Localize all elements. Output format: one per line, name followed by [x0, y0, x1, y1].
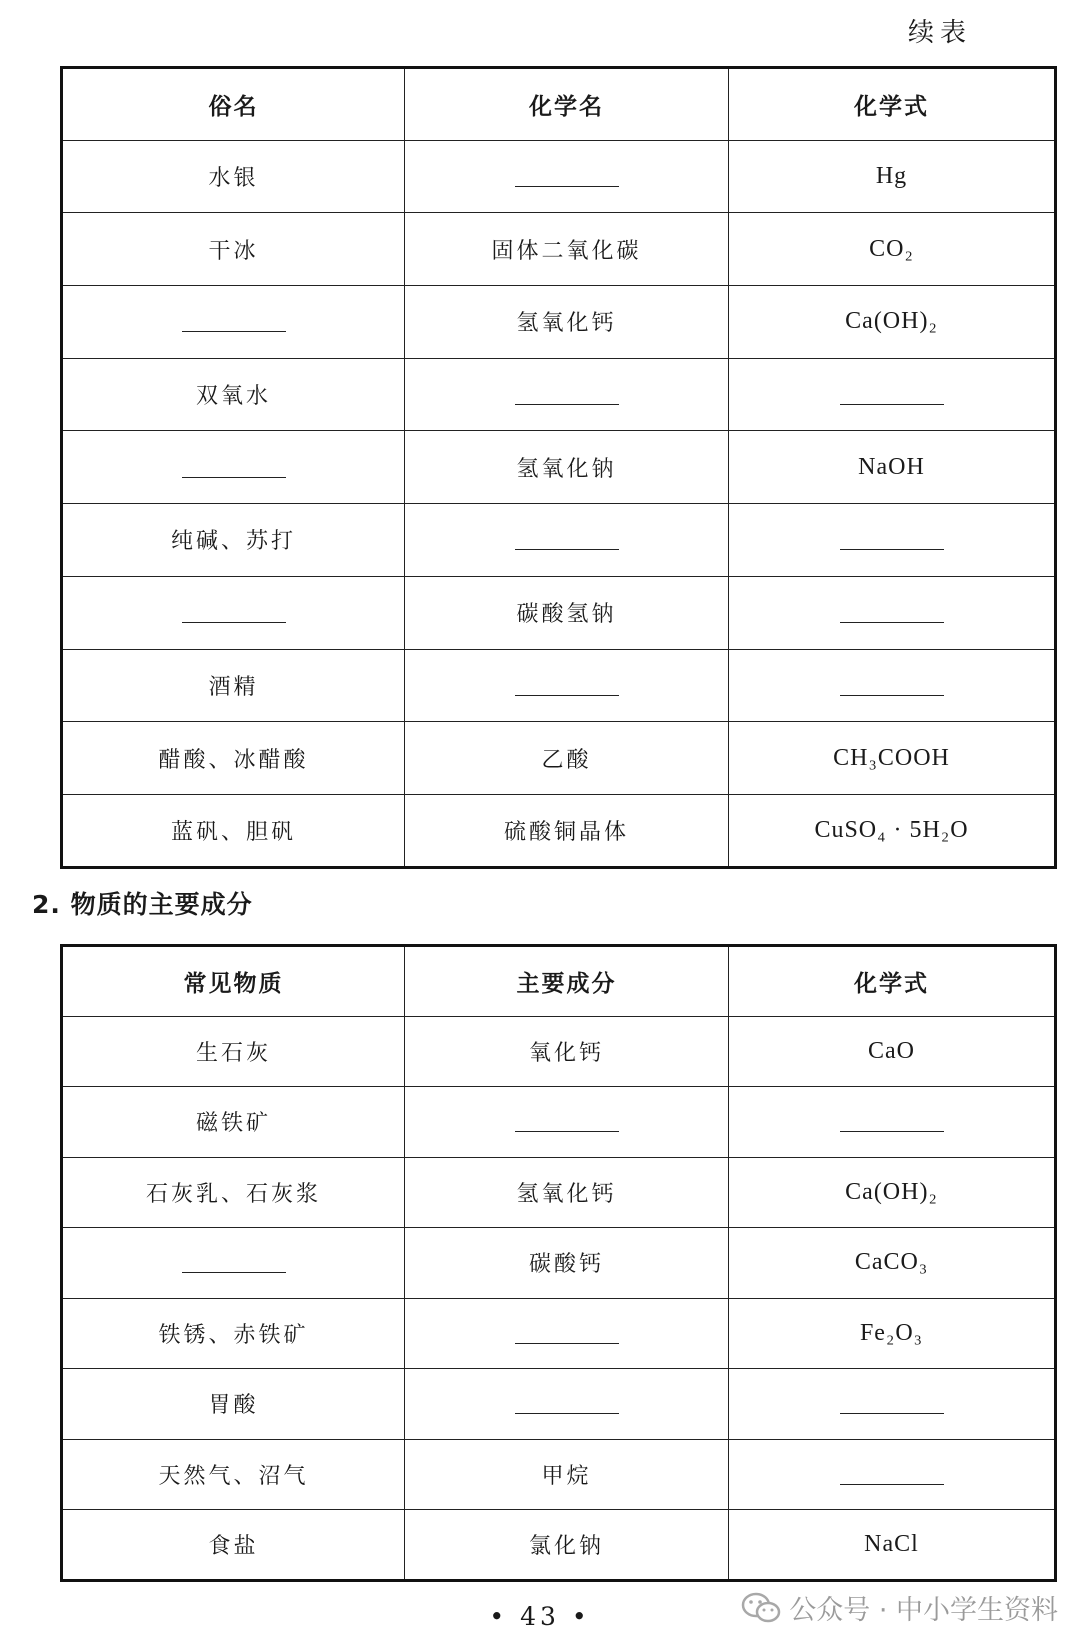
table-main-components	[60, 944, 1057, 1582]
cell-text: 碳酸钙	[528, 1252, 604, 1278]
cell-common-name	[62, 576, 405, 649]
table-row	[62, 649, 1056, 722]
cell-common-name	[62, 140, 405, 213]
answer-blank[interactable]	[840, 404, 944, 405]
header-formula: 化学式	[729, 946, 1056, 1017]
cell-common-name	[62, 286, 405, 359]
cell-common-name	[62, 794, 405, 867]
cell-component	[405, 1016, 729, 1087]
table-row	[62, 1439, 1056, 1510]
cell-text: 甲烷	[541, 1463, 592, 1489]
table-row	[62, 286, 1056, 359]
answer-blank[interactable]	[840, 622, 944, 623]
answer-blank[interactable]	[515, 549, 619, 550]
cell-text: 硫酸铜晶体	[503, 819, 629, 845]
cell-formula	[729, 213, 1056, 286]
table-row	[62, 358, 1056, 431]
cell-text: 氢氧化钙	[516, 1181, 617, 1207]
formula-text: CaCO₃	[854, 1249, 929, 1276]
cell-common-name	[62, 431, 405, 504]
answer-blank[interactable]	[182, 1272, 286, 1273]
cell-common-name	[62, 358, 405, 431]
cell-text: 石灰乳、石灰浆	[145, 1181, 321, 1207]
answer-blank[interactable]	[840, 549, 944, 550]
cell-text: 酒精	[208, 674, 259, 700]
cell-text: 氢氧化钠	[516, 456, 617, 482]
formula-text: Ca(OH)₂	[845, 1178, 938, 1205]
cell-component	[405, 1087, 729, 1158]
cell-text: 磁铁矿	[195, 1111, 271, 1137]
table-common-names	[60, 66, 1057, 869]
answer-blank[interactable]	[182, 477, 286, 478]
table-row	[62, 1298, 1056, 1369]
header-component: 主要成分	[405, 946, 729, 1017]
cell-text: 醋酸、冰醋酸	[158, 747, 309, 773]
answer-blank[interactable]	[840, 1131, 944, 1132]
cell-formula	[729, 649, 1056, 722]
cell-text: 乙酸	[541, 747, 592, 773]
cell-chemical-name	[405, 140, 729, 213]
cell-formula	[729, 1298, 1056, 1369]
cell-formula	[729, 576, 1056, 649]
cell-formula	[729, 794, 1056, 867]
cell-common-name	[62, 722, 405, 795]
cell-formula	[729, 504, 1056, 577]
cell-chemical-name	[405, 649, 729, 722]
formula-text: Fe₂O₃	[859, 1319, 924, 1346]
cell-formula	[729, 1087, 1056, 1158]
header-substance: 常见物质	[62, 946, 405, 1017]
cell-component	[405, 1439, 729, 1510]
cell-common-name	[62, 649, 405, 722]
cell-formula	[729, 1157, 1056, 1228]
answer-blank[interactable]	[515, 1131, 619, 1132]
cell-substance	[62, 1510, 405, 1581]
continued-label: 续表	[907, 18, 972, 48]
cell-substance	[62, 1439, 405, 1510]
header-chemical-name: 化学名	[405, 68, 729, 141]
answer-blank[interactable]	[515, 186, 619, 187]
table-row	[62, 722, 1056, 795]
cell-text: 纯碱、苏打	[170, 529, 296, 555]
answer-blank[interactable]	[182, 331, 286, 332]
table-header-row	[62, 68, 1056, 141]
cell-chemical-name	[405, 504, 729, 577]
cell-text: 氯化钠	[528, 1533, 604, 1559]
cell-chemical-name	[405, 358, 729, 431]
cell-common-name	[62, 504, 405, 577]
cell-common-name	[62, 213, 405, 286]
cell-chemical-name	[405, 794, 729, 867]
table-row	[62, 1016, 1056, 1087]
cell-formula	[729, 1228, 1056, 1299]
cell-chemical-name	[405, 431, 729, 504]
cell-formula	[729, 286, 1056, 359]
watermark	[741, 1588, 1058, 1627]
answer-blank[interactable]	[515, 404, 619, 405]
cell-text: 碳酸氢钠	[516, 602, 617, 628]
table-row	[62, 576, 1056, 649]
cell-substance	[62, 1016, 405, 1087]
table-row	[62, 1510, 1056, 1581]
cell-text: 生石灰	[195, 1040, 271, 1066]
cell-component	[405, 1298, 729, 1369]
table-row	[62, 140, 1056, 213]
formula-text: NaCl	[864, 1530, 919, 1557]
wechat-icon	[741, 1592, 781, 1624]
answer-blank[interactable]	[515, 695, 619, 696]
cell-text: 氧化钙	[528, 1040, 604, 1066]
formula-text: CaO	[868, 1037, 915, 1064]
answer-blank[interactable]	[182, 622, 286, 623]
cell-substance	[62, 1369, 405, 1440]
cell-text: 干冰	[208, 238, 259, 264]
answer-blank[interactable]	[840, 1484, 944, 1485]
cell-formula	[729, 1510, 1056, 1581]
cell-chemical-name	[405, 286, 729, 359]
table-row	[62, 1228, 1056, 1299]
cell-component	[405, 1369, 729, 1440]
answer-blank[interactable]	[840, 1413, 944, 1414]
header-formula: 化学式	[729, 68, 1056, 141]
cell-formula	[729, 722, 1056, 795]
formula-text: CH₃COOH	[833, 744, 950, 771]
cell-text: 蓝矾、胆矾	[170, 819, 296, 845]
formula-text: CuSO₄ · 5H₂O	[814, 816, 969, 843]
cell-substance	[62, 1157, 405, 1228]
cell-text: 固体二氧化碳	[491, 238, 642, 264]
watermark-text: 公众号 · 中小学生资料	[789, 1595, 1058, 1626]
formula-text: NaOH	[858, 453, 925, 480]
cell-chemical-name	[405, 213, 729, 286]
table-header-row	[62, 946, 1056, 1017]
cell-chemical-name	[405, 576, 729, 649]
cell-text: 食盐	[208, 1533, 259, 1559]
page-number: • 43 •	[489, 1602, 591, 1631]
formula-text: Hg	[875, 163, 908, 190]
answer-blank[interactable]	[840, 695, 944, 696]
cell-text: 水银	[208, 166, 259, 192]
cell-text: 胃酸	[208, 1393, 259, 1419]
cell-substance	[62, 1228, 405, 1299]
cell-component	[405, 1228, 729, 1299]
cell-formula	[729, 140, 1056, 213]
cell-text: 氢氧化钙	[516, 311, 617, 337]
header-common-name: 俗名	[62, 68, 405, 141]
table-row	[62, 1087, 1056, 1158]
cell-text: 双氧水	[195, 384, 271, 410]
cell-substance	[62, 1298, 405, 1369]
table-row	[62, 431, 1056, 504]
cell-formula	[729, 358, 1056, 431]
table-row	[62, 1369, 1056, 1440]
cell-text: 铁锈、赤铁矿	[158, 1322, 309, 1348]
cell-substance	[62, 1087, 405, 1158]
cell-component	[405, 1510, 729, 1581]
cell-component	[405, 1157, 729, 1228]
answer-blank[interactable]	[515, 1343, 619, 1344]
cell-formula	[729, 1369, 1056, 1440]
table-row	[62, 1157, 1056, 1228]
answer-blank[interactable]	[515, 1413, 619, 1414]
formula-text: CO₂	[869, 235, 914, 262]
table-row	[62, 213, 1056, 286]
cell-formula	[729, 1016, 1056, 1087]
table-row	[62, 794, 1056, 867]
cell-formula	[729, 1439, 1056, 1510]
section-title: 2. 物质的主要成分	[32, 890, 253, 919]
cell-formula	[729, 431, 1056, 504]
cell-text: 天然气、沼气	[158, 1463, 309, 1489]
table-row	[62, 504, 1056, 577]
cell-chemical-name	[405, 722, 729, 795]
formula-text: Ca(OH)₂	[845, 308, 938, 335]
